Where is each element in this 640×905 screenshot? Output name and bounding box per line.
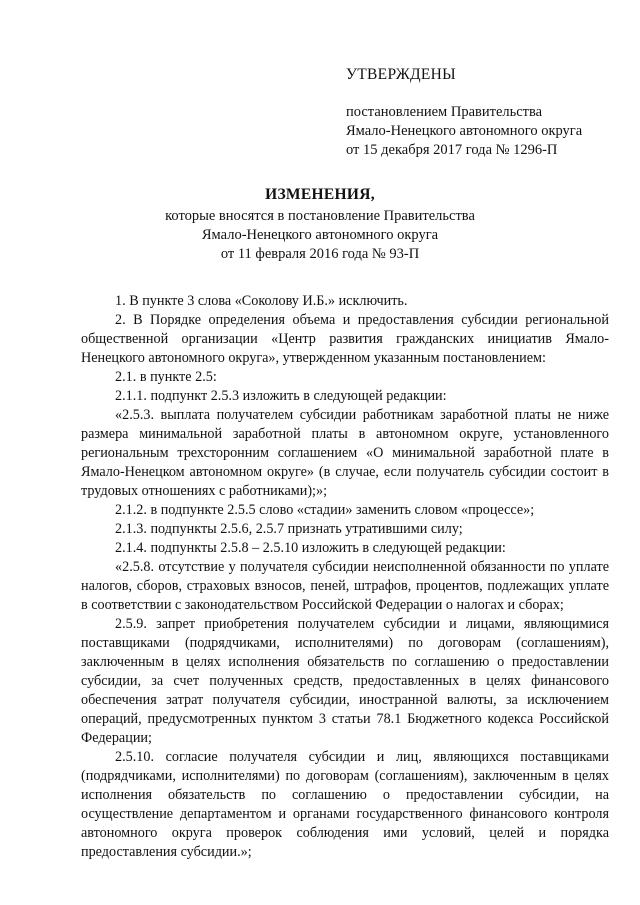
approval-line: постановлением Правительства xyxy=(346,104,543,120)
paragraph: 2.1.4. подпункты 2.5.8 – 2.5.10 изложить в следующей редакции: xyxy=(115,540,506,556)
approval-heading: УТВЕРЖДЕНЫ xyxy=(346,66,456,83)
paragraph: 2.5.9. запрет приобретения получателем субсидии и лицами, являющимися поставщиками (подрядчиками, исполнителями) по договорам (соглашениям), заключенным в целях исполнения обязательств по соглашению о предоставлении субсидии, за счет полученных средств, предоставленных в целях финансового обеспечения затрат получателя субсидии, иностранной валюты, за исключением операций, предусмотренных пунктом 3 статьи 78.1 Бюджетного кодекса Российской Федерации; xyxy=(81,616,609,746)
subtitle-line: Ямало-Ненецкого автономного округа xyxy=(201,227,439,243)
subtitle-line: которые вносятся в постановление Правительства xyxy=(165,208,475,224)
paragraph: «2.5.8. отсутствие у получателя субсидии неисполненной обязанности по уплате налогов, сборов, страховых взносов, пеней, штрафов, процентов, подлежащих уплате в соответствии с законодательством Российской Федерации о налогах и сборах; xyxy=(81,559,609,613)
approval-block xyxy=(346,103,582,160)
paragraph: 1. В пункте 3 слова «Соколову И.Б.» исключить. xyxy=(115,293,408,309)
paragraph: 2.1.2. в подпункте 2.5.5 слово «стадии» заменить словом «процессе»; xyxy=(115,502,535,518)
subtitle-line: от 11 февраля 2016 года № 93-П xyxy=(220,246,420,262)
paragraph: «2.5.3. выплата получателем субсидии работникам заработной платы не ниже размера минимальной заработной платы в автономном округе, установленного региональным трехсторонним соглашением «О минимальной заработной плате в Ямало-Ненецком автономном округе» (в случае, если получатель субсидии состоит в трудовых отношениях с работниками);»; xyxy=(81,407,609,499)
document-subtitle xyxy=(0,207,640,264)
paragraph: 2.5.10. согласие получателя субсидии и лиц, являющихся поставщиками (подрядчиками, исполнителями) по договорам (соглашениям), заключенным в целях исполнения обязательств по соглашению о предоставлении субсидии, на осуществление департаментом и органами государственного финансового контроля автономного округа проверок соблюдения ими условий, целей и порядка предоставления субсидии.»; xyxy=(81,749,609,860)
document-title: ИЗМЕНЕНИЯ, xyxy=(265,186,375,203)
document-body xyxy=(81,292,609,862)
approval-line: Ямало-Ненецкого автономного округа xyxy=(346,123,583,139)
paragraph: 2.1. в пункте 2.5: xyxy=(115,369,217,385)
paragraph: 2.1.3. подпункты 2.5.6, 2.5.7 признать утратившими силу; xyxy=(115,521,463,537)
approval-line: от 15 декабря 2017 года № 1296-П xyxy=(346,142,558,158)
paragraph: 2. В Порядке определения объема и предоставления субсидии региональной общественной организации «Центр развития гражданских инициатив Ямало-Ненецкого автономного округа», утвержденном указанным постановлением: xyxy=(81,312,609,366)
paragraph: 2.1.1. подпункт 2.5.3 изложить в следующей редакции: xyxy=(115,388,447,404)
